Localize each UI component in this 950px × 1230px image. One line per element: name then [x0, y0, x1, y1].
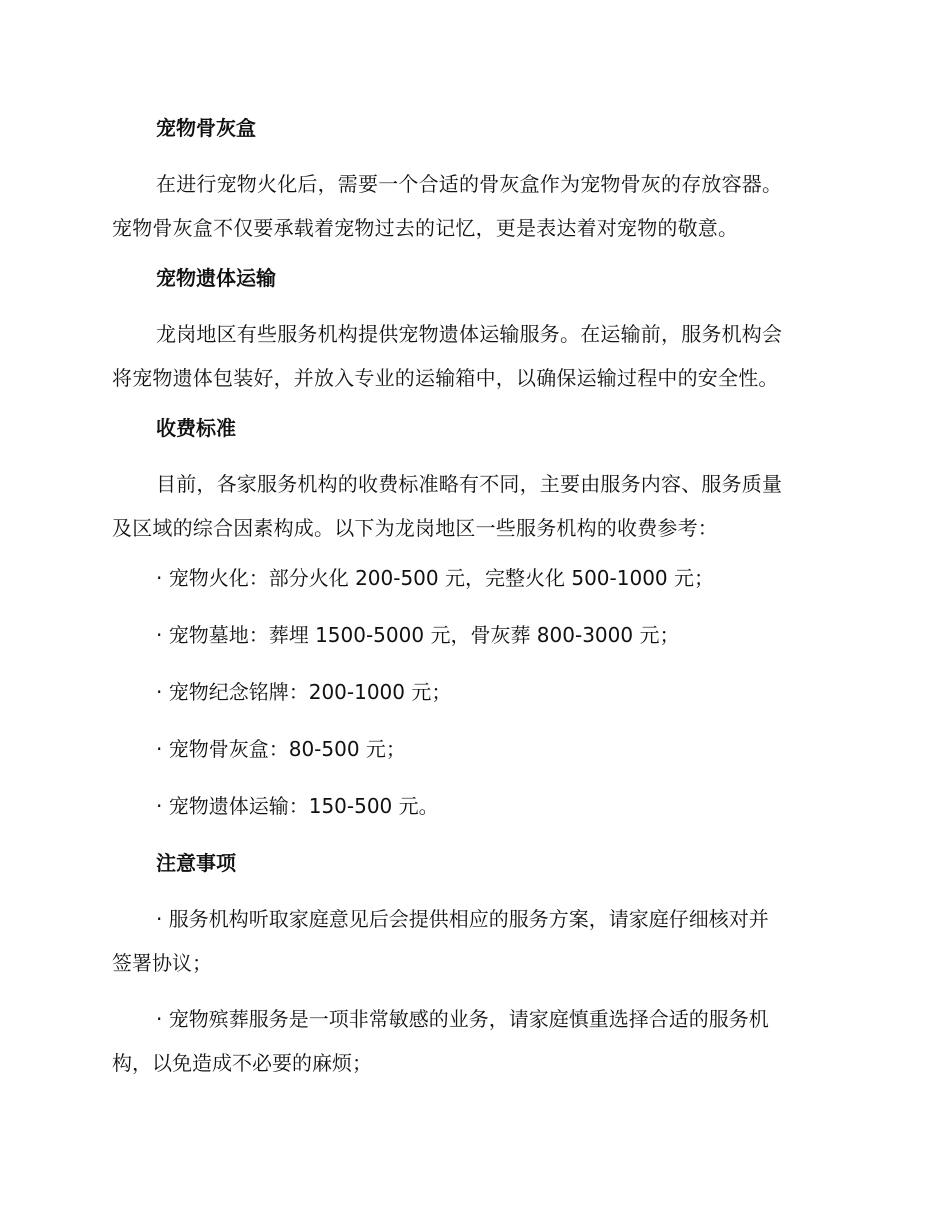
section-heading-transport: 宠物遗体运输 — [156, 266, 276, 290]
note-item — [112, 997, 834, 1085]
section-heading-fees: 收费标准 — [156, 416, 236, 440]
paragraph-line: 及区域的综合因素构成。以下为龙岗地区一些服务机构的收费参考： — [112, 516, 718, 540]
fee-item: · 宠物火化：部分火化 200-500 元，完整火化 500-1000 元； — [156, 566, 714, 590]
paragraph-fees — [112, 462, 834, 550]
fee-item: · 宠物纪念铭牌：200-1000 元； — [156, 680, 452, 704]
paragraph-line: 在进行宠物火化后，需要一个合适的骨灰盒作为宠物骨灰的存放容器。 — [156, 172, 783, 196]
section-heading-notes: 注意事项 — [156, 851, 236, 875]
note-line: 构，以免造成不必要的麻烦； — [112, 1051, 372, 1075]
note-line: · 宠物殡葬服务是一项非常敏感的业务，请家庭慎重选择合适的服务机 — [156, 1007, 769, 1031]
paragraph-line: 目前，各家服务机构的收费标准略有不同，主要由服务内容、服务质量 — [156, 472, 783, 496]
fee-item: · 宠物骨灰盒：80-500 元； — [156, 737, 406, 761]
note-line: · 服务机构听取家庭意见后会提供相应的服务方案，请家庭仔细核对并 — [156, 907, 769, 931]
paragraph-transport — [112, 312, 834, 400]
document-page — [112, 112, 834, 1097]
note-item — [112, 897, 834, 985]
section-heading-urn: 宠物骨灰盒 — [156, 116, 256, 140]
paragraph-urn — [112, 162, 834, 250]
note-line: 签署协议； — [112, 951, 212, 975]
fee-item: · 宠物墓地：葬埋 1500-5000 元，骨灰葬 800-3000 元； — [156, 623, 680, 647]
paragraph-line: 宠物骨灰盒不仅要承载着宠物过去的记忆，更是表达着对宠物的敬意。 — [112, 216, 739, 240]
paragraph-line: 将宠物遗体包装好，并放入专业的运输箱中，以确保运输过程中的安全性。 — [112, 366, 779, 390]
paragraph-line: 龙岗地区有些服务机构提供宠物遗体运输服务。在运输前，服务机构会 — [156, 322, 783, 346]
fee-item: · 宠物遗体运输：150-500 元。 — [156, 794, 439, 818]
